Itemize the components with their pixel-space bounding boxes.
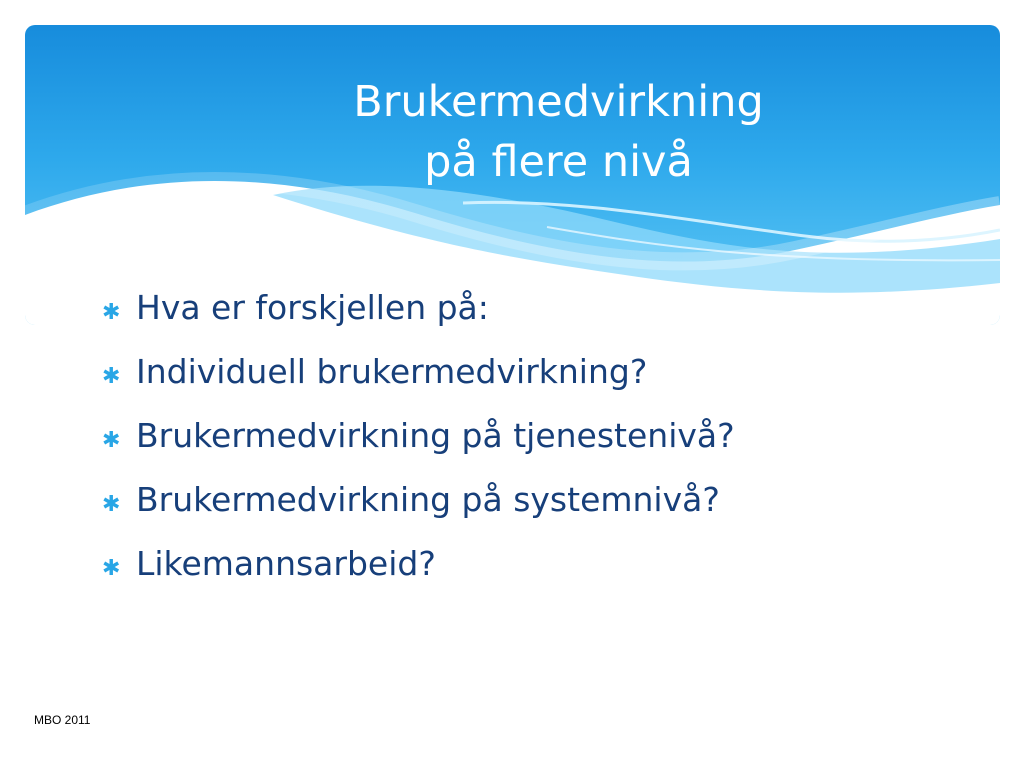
- bullet-text-peer-work: Likemannsarbeid?: [136, 544, 436, 583]
- bullet-text-individual: Individuell brukermedvirkning?: [136, 352, 648, 391]
- asterisk-icon: ✱: [102, 300, 121, 325]
- bullet-text-system-level: Brukermedvirkning på systemnivå?: [136, 480, 720, 519]
- list-item: [102, 276, 735, 340]
- list-item: [102, 404, 735, 468]
- bullet-text-difference: Hva er forskjellen på:: [136, 288, 489, 327]
- bullet-text-service-level: Brukermedvirkning på tjenestenivå?: [136, 416, 735, 455]
- list-item: [102, 340, 735, 404]
- title-line-2: på flere nivå: [424, 137, 693, 187]
- asterisk-icon: ✱: [102, 556, 121, 581]
- asterisk-icon: ✱: [102, 492, 121, 517]
- asterisk-icon: ✱: [102, 428, 121, 453]
- slide-title: [25, 72, 1024, 192]
- footer-label: MBO 2011: [34, 713, 91, 727]
- list-item: [102, 468, 735, 532]
- list-item: [102, 532, 735, 596]
- asterisk-icon: ✱: [102, 364, 121, 389]
- bullet-list: [102, 276, 735, 596]
- title-line-1: Brukermedvirkning: [353, 77, 764, 127]
